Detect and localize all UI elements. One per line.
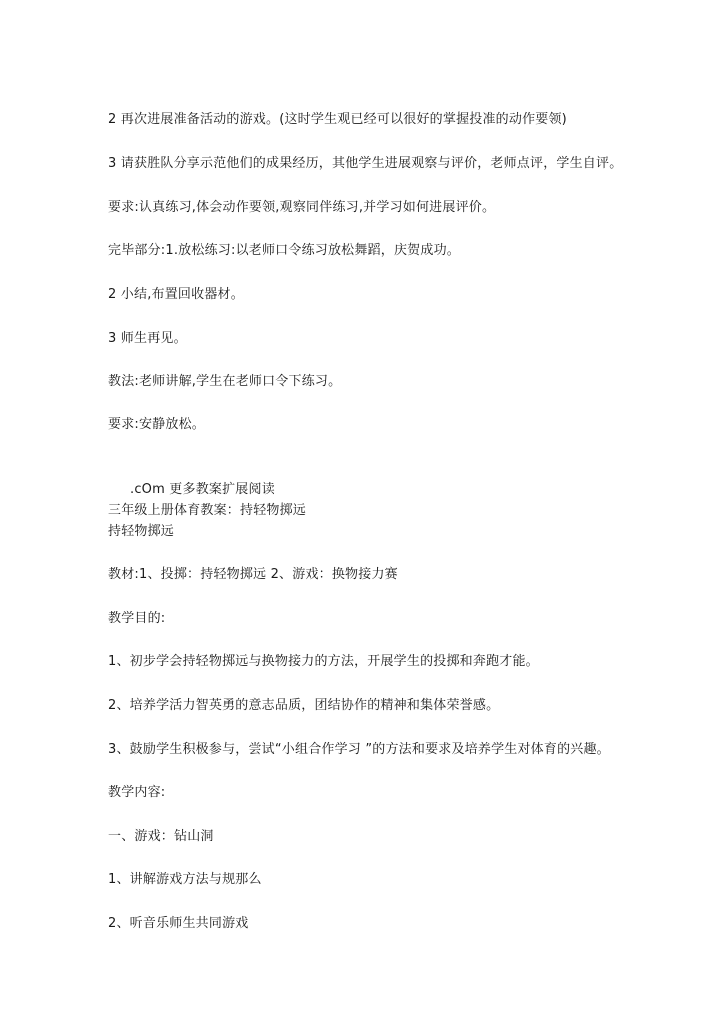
text-line: 教材:1、投掷：持轻物掷远 2、游戏：换物接力赛 (108, 567, 398, 582)
text-line: 3、鼓励学生积极参与，尝试“小组合作学习 ”的方法和要求及培养学生对体育的兴趣。 (108, 742, 610, 757)
section-title: 持轻物掷远 (108, 524, 175, 539)
text-line: 2、听音乐师生共同游戏 (108, 916, 249, 931)
text-line: 2、培养学活力智英勇的意志品质，团结协作的精神和集体荣誉感。 (108, 698, 500, 713)
text-line: 1、讲解游戏方法与规那么 (108, 872, 262, 887)
text-line: 教学内容: (108, 785, 166, 800)
text-line: 要求:认真练习,体会动作要领,观察同伴练习,并学习如何进展评价。 (108, 200, 496, 215)
text-line: .cOm 更多教案扩展阅读 (130, 482, 275, 497)
section-heading: 三年级上册体育教案：持轻物掷远 (108, 503, 307, 518)
text-line: 3 请获胜队分享示范他们的成果经历，其他学生进展观察与评价，老师点评，学生自评。 (108, 156, 623, 171)
text-line: 教学目的: (108, 611, 166, 626)
text-line: 要求:安静放松。 (108, 417, 205, 432)
text-line: 一、游戏：钻山洞 (108, 829, 214, 844)
text-line: 1、初步学会持轻物掷远与换物接力的方法，开展学生的投掷和奔跑才能。 (108, 654, 539, 669)
text-line: 2 再次进展准备活动的游戏。(这时学生观已经可以很好的掌握投准的动作要领) (108, 112, 567, 127)
text-line: 完毕部分:1.放松练习:以老师口令练习放松舞蹈，庆贺成功。 (108, 243, 460, 258)
text-line: 2 小结,布置回收器材。 (108, 287, 244, 302)
text-line: 3 师生再见。 (108, 331, 187, 346)
text-line: 教法:老师讲解,学生在老师口令下练习。 (108, 374, 342, 389)
